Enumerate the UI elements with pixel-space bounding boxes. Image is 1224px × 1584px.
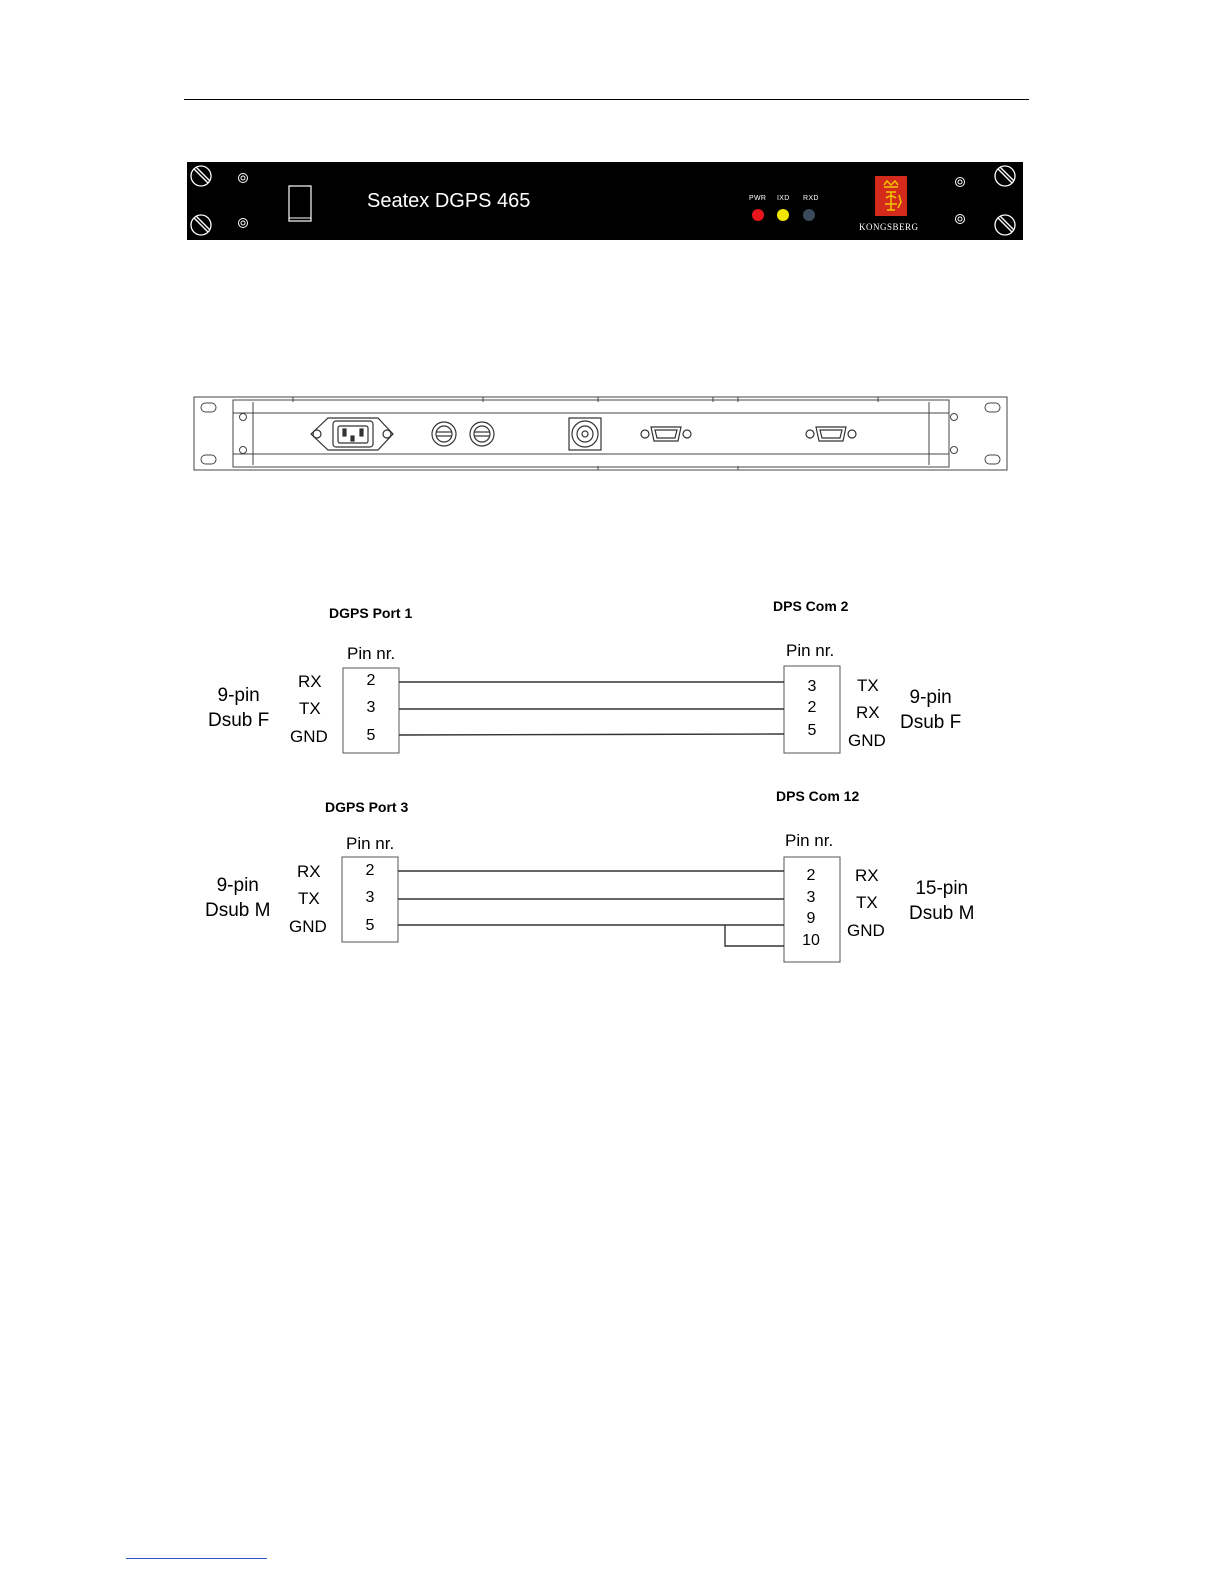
screw-icon <box>995 166 1015 186</box>
right-port-header: DPS Com 12 <box>776 788 860 804</box>
power-switch <box>289 186 311 221</box>
left-pin: 3 <box>366 699 376 716</box>
left-signal: GND <box>289 917 327 936</box>
footer-rule <box>126 1558 267 1559</box>
device-title: Seatex DGPS 465 <box>367 190 531 212</box>
left-port-header: DGPS Port 1 <box>329 605 413 621</box>
left-signal: GND <box>290 727 328 746</box>
right-port-header: DPS Com 2 <box>773 598 849 614</box>
ac-power-inlet-icon <box>311 418 393 450</box>
left-pin: 2 <box>365 862 375 879</box>
brand-name: KONGSBERG <box>859 222 919 232</box>
right-signal: RX <box>855 866 879 885</box>
screw-icon <box>995 215 1015 235</box>
kongsberg-logo-icon <box>875 176 907 216</box>
right-pin: 3 <box>807 678 817 695</box>
wire-gnd-bridge <box>725 925 784 946</box>
left-pin-label: Pin nr. <box>346 834 395 853</box>
left-port-header: DGPS Port 3 <box>325 799 409 815</box>
screw-icon <box>191 215 211 235</box>
fuse-holder-icon <box>470 422 494 446</box>
right-pin: 9 <box>806 910 816 927</box>
left-signal: TX <box>298 889 320 908</box>
front-panel <box>187 162 1023 240</box>
header-rule <box>184 99 1029 100</box>
rack-hole-icon <box>201 455 216 464</box>
right-pin-label: Pin nr. <box>786 641 835 660</box>
serial-port-icon <box>806 427 856 441</box>
right-connector-type: 15-pin Dsub M <box>909 878 975 924</box>
right-pin: 2 <box>807 699 817 716</box>
left-signal: RX <box>297 862 321 881</box>
left-pin: 5 <box>366 727 376 744</box>
right-connector-type: 9-pin Dsub F <box>900 687 962 733</box>
led-rxd <box>803 209 815 221</box>
antenna-connector-icon <box>569 418 601 450</box>
led-label-pwr: PWR <box>749 195 767 202</box>
right-signal: TX <box>857 676 879 695</box>
bolt-icon <box>239 219 248 228</box>
fuse-holder-icon <box>432 422 456 446</box>
left-pin: 2 <box>366 672 376 689</box>
screw-icon <box>191 166 211 186</box>
right-signal: GND <box>848 731 886 750</box>
left-pin: 5 <box>365 917 375 934</box>
rear-panel <box>193 396 1009 472</box>
left-signal: RX <box>298 672 322 691</box>
led-pwr <box>752 209 764 221</box>
bolt-icon <box>239 174 248 183</box>
right-pin: 2 <box>806 867 816 884</box>
right-pin: 5 <box>807 722 817 739</box>
rack-hole-icon <box>985 403 1000 412</box>
left-pin-label: Pin nr. <box>347 644 396 663</box>
led-label-rxd: RXD <box>803 195 819 202</box>
rack-hole-icon <box>201 403 216 412</box>
right-pin-label: Pin nr. <box>785 831 834 850</box>
right-pin: 3 <box>806 889 816 906</box>
bolt-icon <box>956 178 965 187</box>
led-label-ixd: IXD <box>777 195 790 202</box>
right-signal: TX <box>856 893 878 912</box>
led-ixd <box>777 209 789 221</box>
right-pin: 10 <box>802 932 820 949</box>
right-signal: GND <box>847 921 885 940</box>
left-connector-type: 9-pin Dsub F <box>208 685 270 731</box>
left-signal: TX <box>299 699 321 718</box>
right-signal: RX <box>856 703 880 722</box>
left-pin: 3 <box>365 889 375 906</box>
wire-gnd <box>399 734 784 735</box>
serial-port-icon <box>641 427 691 441</box>
bolt-icon <box>956 215 965 224</box>
rack-hole-icon <box>985 455 1000 464</box>
left-connector-type: 9-pin Dsub M <box>205 875 271 921</box>
